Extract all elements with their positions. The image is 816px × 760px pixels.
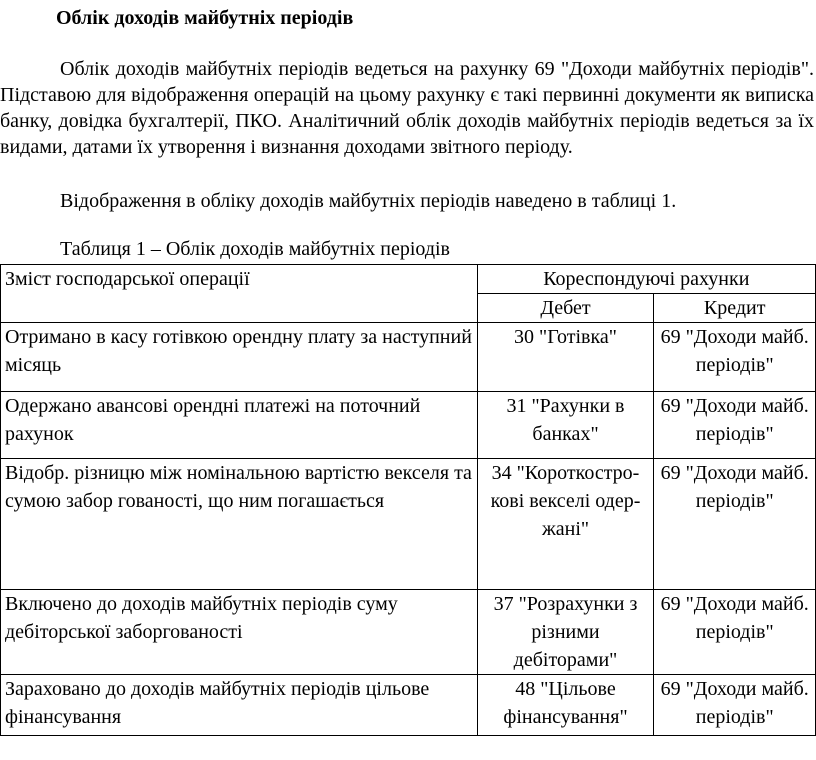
table-row	[1, 675, 816, 736]
operation-cell: Отримано в касу готівкою орендну плату за наступний місяць	[1, 323, 478, 392]
operation-cell: Включено до доходів майбутніх періодів суму дебіторської заборгованості	[1, 590, 478, 675]
operation-cell: Відобр. різницю між номінальною вартістю векселя та сумою забор гованості, що ним погашається	[1, 459, 478, 590]
table-header-row	[1, 265, 816, 294]
reference-paragraph: Відображення в обліку доходів майбутніх періодів наведено в таблиці 1.	[60, 190, 677, 212]
operation-cell: Зараховано до доходів майбутніх періодів цільове фінансування	[1, 675, 478, 736]
table-row	[1, 590, 816, 675]
debit-cell: 31 "Рахунки в банках"	[477, 392, 654, 459]
header-debit: Дебет	[477, 294, 654, 323]
table-caption: Таблиця 1 – Облік доходів майбутніх періодів	[60, 238, 450, 260]
table-row	[1, 323, 816, 392]
credit-cell: 69 "Доходи майб. періодів"	[654, 675, 816, 736]
debit-cell: 37 "Розрахунки з різними дебіторами"	[477, 590, 654, 675]
debit-cell: 48 "Цільове фінансування"	[477, 675, 654, 736]
document-heading: Облік доходів майбутніх періодів	[56, 7, 354, 29]
debit-cell: 34 "Короткостро-кові векселі одер-жані"	[477, 459, 654, 590]
intro-paragraph	[0, 56, 814, 160]
header-accounts: Кореспондуючі рахунки	[477, 265, 815, 294]
table-row	[1, 392, 816, 459]
operation-cell: Одержано авансові орендні платежі на поточний рахунок	[1, 392, 478, 459]
header-credit: Кредит	[654, 294, 816, 323]
accounting-table	[0, 264, 816, 736]
header-operation: Зміст господарської операції	[1, 265, 478, 323]
intro-paragraph-text: Облік доходів майбутніх періодів ведеться на рахунку 69 "Доходи майбутніх періодів". Підставою для відображення операцій на цьому рахунку є такі первинні документи як виписка банку, довідка бухгалтерії, ПКО. Аналітичний облік доходів майбутніх періодів ведеться за їх видами, датами їх утворення і визнання доходами звітного періоду.	[0, 58, 814, 158]
credit-cell: 69 "Доходи майб. періодів"	[654, 590, 816, 675]
credit-cell: 69 "Доходи майб. періодів"	[654, 323, 816, 392]
credit-cell: 69 "Доходи майб. періодів"	[654, 392, 816, 459]
table-row	[1, 459, 816, 590]
credit-cell: 69 "Доходи майб. періодів"	[654, 459, 816, 590]
debit-cell: 30 "Готівка"	[477, 323, 654, 392]
